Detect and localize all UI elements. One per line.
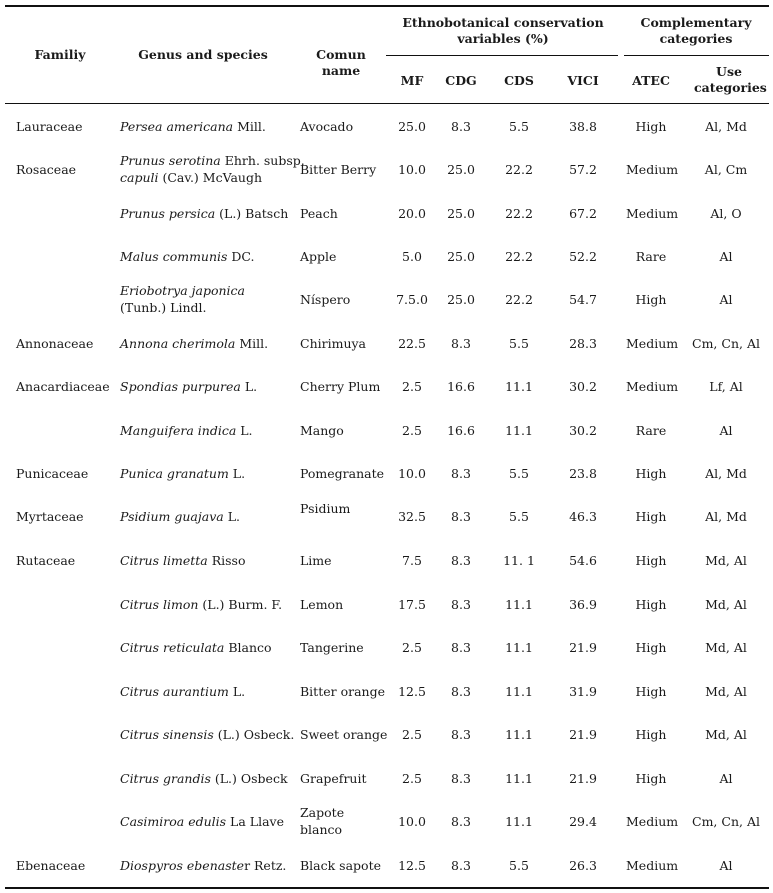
bottom-rule [5,887,769,889]
use-cell: Al, Md [705,509,747,524]
common-name-line-1: Bitter orange [300,684,385,699]
mf-cell: 22.5 [398,336,426,351]
common-name-line-1: Psidium [300,501,351,516]
cds-cell: 22.2 [505,162,533,177]
common-name-cell [300,500,350,517]
common-name-cell [300,465,384,482]
common-name-cell [300,552,332,569]
cdg-cell: 8.3 [451,858,471,873]
species-author: DC. [227,249,255,264]
vici-cell: 54.6 [569,553,597,568]
atec-cell: High [635,597,667,612]
cdg-cell: 8.3 [451,336,471,351]
use-cell: Al [719,423,733,438]
cds-cell: 11.1 [505,423,533,438]
common-name-line-1: Sweet orange [300,727,388,742]
header-family: Familiy [34,47,86,62]
species-line-1 [120,422,253,439]
cdg-cell: 25.0 [447,249,475,264]
common-name-line-1: Tangerine [300,640,364,655]
vici-cell: 52.2 [569,249,597,264]
species-cell [120,639,272,656]
common-name-line-1: Cherry Plum [300,379,381,394]
cdg-cell: 25.0 [447,162,475,177]
common-name-cell [300,857,381,874]
mf-cell: 2.5 [402,423,422,438]
species-cell [120,282,245,316]
mf-cell: 12.5 [398,858,426,873]
vici-cell: 21.9 [569,727,597,742]
mf-cell: 5.0 [402,249,422,264]
common-name-cell [300,291,350,308]
species-name: Citrus reticulata [120,640,225,655]
species-cell [120,335,268,352]
species-name: Citrus sinensis [120,727,214,742]
cdg-cell: 25.0 [447,206,475,221]
species-line-1 [120,118,266,135]
cdg-cell: 8.3 [451,771,471,786]
cds-cell: 5.5 [509,858,529,873]
species-line-1 [120,683,245,700]
mf-cell: 12.5 [398,684,426,699]
mf-cell: 7.5 [402,553,422,568]
species-line-1 [120,205,288,222]
cds-cell: 11.1 [505,684,533,699]
cdg-cell: 8.3 [451,466,471,481]
species-author-cont: (Cav.) McVaugh [158,170,263,185]
mf-cell: 2.5 [402,379,422,394]
use-cell: Al, Md [705,466,747,481]
species-cell [120,552,246,569]
common-name-cell [300,248,336,265]
species-author: r Retz. [244,858,287,873]
atec-cell: High [635,466,667,481]
species-name: Persea americana [120,119,234,134]
cds-cell: 22.2 [505,292,533,307]
species-line-2 [120,299,245,316]
vici-cell: 30.2 [569,379,597,394]
species-line-1 [120,596,282,613]
species-line-1 [120,813,284,830]
species-line-2 [120,169,305,186]
species-author: Blanco [224,640,272,655]
species-line-1 [120,639,272,656]
common-name-line-1: Apple [300,249,337,264]
species-cell [120,152,305,186]
species-author: (L.) Osbeck [210,771,288,786]
species-author: (L.) Batsch [215,206,289,221]
mf-cell: 10.0 [398,162,426,177]
use-cell: Md, Al [705,684,747,699]
species-cell [120,770,288,787]
cdg-cell: 16.6 [447,423,475,438]
family-cell: Punicaceae [16,466,89,481]
cds-cell: 5.5 [509,336,529,351]
common-name-line-1: Grapefruit [300,771,367,786]
use-cell: Al [719,249,733,264]
species-cell [120,205,288,222]
cds-cell: 11.1 [505,771,533,786]
species-author: La Llave [226,814,284,829]
species-author: Mill. [235,336,269,351]
family-cell: Ebenaceae [16,858,86,873]
common-name-cell [300,161,376,178]
header-cdg: CDG [445,73,477,88]
header-use: Use categories [694,64,767,95]
common-name-line-1: Pomegranate [300,466,385,481]
common-name-cell [300,378,380,395]
species-name: Eriobotrya japonica [120,283,245,298]
family-cell: Lauraceae [16,119,83,134]
atec-cell: High [635,509,667,524]
atec-cell: Medium [626,206,679,221]
species-line-1 [120,465,245,482]
vici-cell: 46.3 [569,509,597,524]
use-cell: Md, Al [705,727,747,742]
cdg-cell: 8.3 [451,553,471,568]
header-cds: CDS [504,73,534,88]
atec-cell: Medium [626,162,679,177]
use-cell: Cm, Cn, Al [692,814,760,829]
vici-cell: 21.9 [569,640,597,655]
species-name: Manguifera indica [120,423,237,438]
use-cell: Al [719,858,733,873]
common-name-line-1: Lemon [300,597,344,612]
species-name: Annona cherimola [120,336,236,351]
species-line-1 [120,282,245,299]
species-cell [120,683,245,700]
common-name-line-1: Lime [300,553,332,568]
common-name-line-1: Níspero [300,292,351,307]
atec-cell: High [635,119,667,134]
mf-cell: 10.0 [398,466,426,481]
cds-cell: 5.5 [509,466,529,481]
cds-cell: 11.1 [505,597,533,612]
species-author: (L.) Osbeck. [213,727,295,742]
cdg-cell: 8.3 [451,119,471,134]
common-name-cell [300,804,344,838]
common-name-cell [300,422,344,439]
atec-cell: High [635,771,667,786]
vici-cell: 29.4 [569,814,597,829]
vici-cell: 67.2 [569,206,597,221]
mf-cell: 2.5 [402,771,422,786]
cdg-cell: 8.3 [451,640,471,655]
family-cell: Rutaceae [16,553,76,568]
vici-cell: 36.9 [569,597,597,612]
common-name-cell [300,639,364,656]
cdg-cell: 8.3 [451,509,471,524]
common-name-cell [300,770,367,787]
vici-cell: 21.9 [569,771,597,786]
atec-cell: Medium [626,858,679,873]
atec-cell: High [635,553,667,568]
species-cell [120,857,286,874]
species-cell [120,422,253,439]
species-name: Malus communis [120,249,228,264]
species-author-cont: (Tunb.) Lindl. [120,300,207,315]
atec-cell: Rare [635,423,667,438]
header-species: Genus and species [138,47,268,62]
vici-cell: 54.7 [569,292,597,307]
use-cell: Lf, Al [709,379,743,394]
species-author: L. [228,684,246,699]
common-name-line-1: Zapote [300,805,345,820]
species-line-1 [120,857,286,874]
atec-cell: High [635,727,667,742]
family-cell: Rosaceae [16,162,77,177]
use-cell: Al [719,292,733,307]
species-line-1 [120,770,288,787]
use-cell: Md, Al [705,597,747,612]
common-name-line-1: Peach [300,206,338,221]
common-name-cell [300,205,338,222]
common-name-line-1: Avocado [300,119,354,134]
cds-cell: 11.1 [505,379,533,394]
mf-cell: 17.5 [398,597,426,612]
cds-cell: 11.1 [505,814,533,829]
mf-cell: 10.0 [398,814,426,829]
species-author: Mill. [233,119,266,134]
species-name: Citrus limon [120,597,199,612]
common-name-line-1: Bitter Berry [300,162,377,177]
common-name-line-2: blanco [300,822,343,837]
species-name: Casimiroa edulis [120,814,227,829]
species-name: Punica granatum [120,466,229,481]
use-cell: Al, Cm [704,162,748,177]
vici-cell: 28.3 [569,336,597,351]
use-cell: Md, Al [705,640,747,655]
atec-cell: High [635,684,667,699]
atec-cell: High [635,640,667,655]
group-rule-ethno [386,55,618,56]
cdg-cell: 8.3 [451,727,471,742]
mf-cell: 7.5.0 [396,292,428,307]
species-author: L. [228,466,246,481]
species-line-1 [120,378,257,395]
vici-cell: 31.9 [569,684,597,699]
common-name-cell [300,683,385,700]
cdg-cell: 8.3 [451,814,471,829]
species-line-1 [120,248,255,265]
species-cell [120,508,240,525]
common-name-cell [300,596,343,613]
species-cell [120,465,245,482]
species-name: Citrus grandis [120,771,211,786]
species-name: Citrus limetta [120,553,208,568]
use-cell: Al [719,771,733,786]
common-name-line-1: Mango [300,423,344,438]
common-name-cell [300,726,387,743]
species-cell [120,118,266,135]
cdg-cell: 25.0 [447,292,475,307]
vici-cell: 23.8 [569,466,597,481]
mf-cell: 32.5 [398,509,426,524]
species-author: Ehrh. subsp. [220,153,305,168]
family-cell: Myrtaceae [16,509,84,524]
family-cell: Annonaceae [16,336,94,351]
cdg-cell: 16.6 [447,379,475,394]
header-bottom-rule [5,103,769,104]
cds-cell: 11.1 [505,727,533,742]
cdg-cell: 8.3 [451,684,471,699]
use-cell: Cm, Cn, Al [692,336,760,351]
atec-cell: Rare [635,249,667,264]
vici-cell: 30.2 [569,423,597,438]
species-cell [120,378,257,395]
species-author: L. [223,509,240,524]
header-vici: VICI [567,73,599,88]
species-cell [120,726,294,743]
species-cell [120,596,282,613]
cds-cell: 22.2 [505,206,533,221]
use-cell: Al, Md [705,119,747,134]
use-cell: Al, O [710,206,742,221]
species-author: L. [240,379,258,394]
atec-cell: Medium [626,814,679,829]
species-line-1 [120,552,246,569]
mf-cell: 2.5 [402,727,422,742]
species-name: Spondias purpurea [120,379,241,394]
header-mf: MF [400,73,424,88]
species-name-cont: capuli [120,170,159,185]
common-name-line-1: Chirimuya [300,336,367,351]
species-author: (L.) Burm. F. [198,597,283,612]
cds-cell: 11.1 [505,640,533,655]
common-name-line-1: Black sapote [300,858,381,873]
species-name: Citrus aurantium [120,684,229,699]
top-rule [5,5,769,7]
species-cell [120,813,284,830]
cdg-cell: 8.3 [451,597,471,612]
vici-cell: 38.8 [569,119,597,134]
vici-cell: 26.3 [569,858,597,873]
species-author: Risso [207,553,246,568]
atec-cell: Medium [626,336,679,351]
common-name-cell [300,118,353,135]
mf-cell: 20.0 [398,206,426,221]
species-line-1 [120,508,240,525]
mf-cell: 25.0 [398,119,426,134]
common-name-cell [300,335,366,352]
header-common: Comun name [316,47,366,78]
cds-cell: 22.2 [505,249,533,264]
atec-cell: Medium [626,379,679,394]
atec-cell: High [635,292,667,307]
group-rule-comp [624,55,769,56]
vici-cell: 57.2 [569,162,597,177]
species-name: Prunus serotina [120,153,221,168]
species-author: L. [236,423,253,438]
use-cell: Md, Al [705,553,747,568]
header-atec: ATEC [632,73,670,88]
cds-cell: 5.5 [509,119,529,134]
header-group-comp: Complementary categories [640,15,752,46]
family-cell: Anacardiaceae [16,379,110,394]
species-cell [120,248,255,265]
species-name: Diospyros ebenaste [120,858,245,873]
mf-cell: 2.5 [402,640,422,655]
cds-cell: 11. 1 [503,553,535,568]
species-line-1 [120,335,268,352]
header-group-ethno: Ethnobotanical conservation variables (%) [402,15,604,46]
species-name: Prunus persica [120,206,216,221]
species-line-1 [120,152,305,169]
species-name: Psidium guajava [120,509,224,524]
cds-cell: 5.5 [509,509,529,524]
species-line-1 [120,726,294,743]
